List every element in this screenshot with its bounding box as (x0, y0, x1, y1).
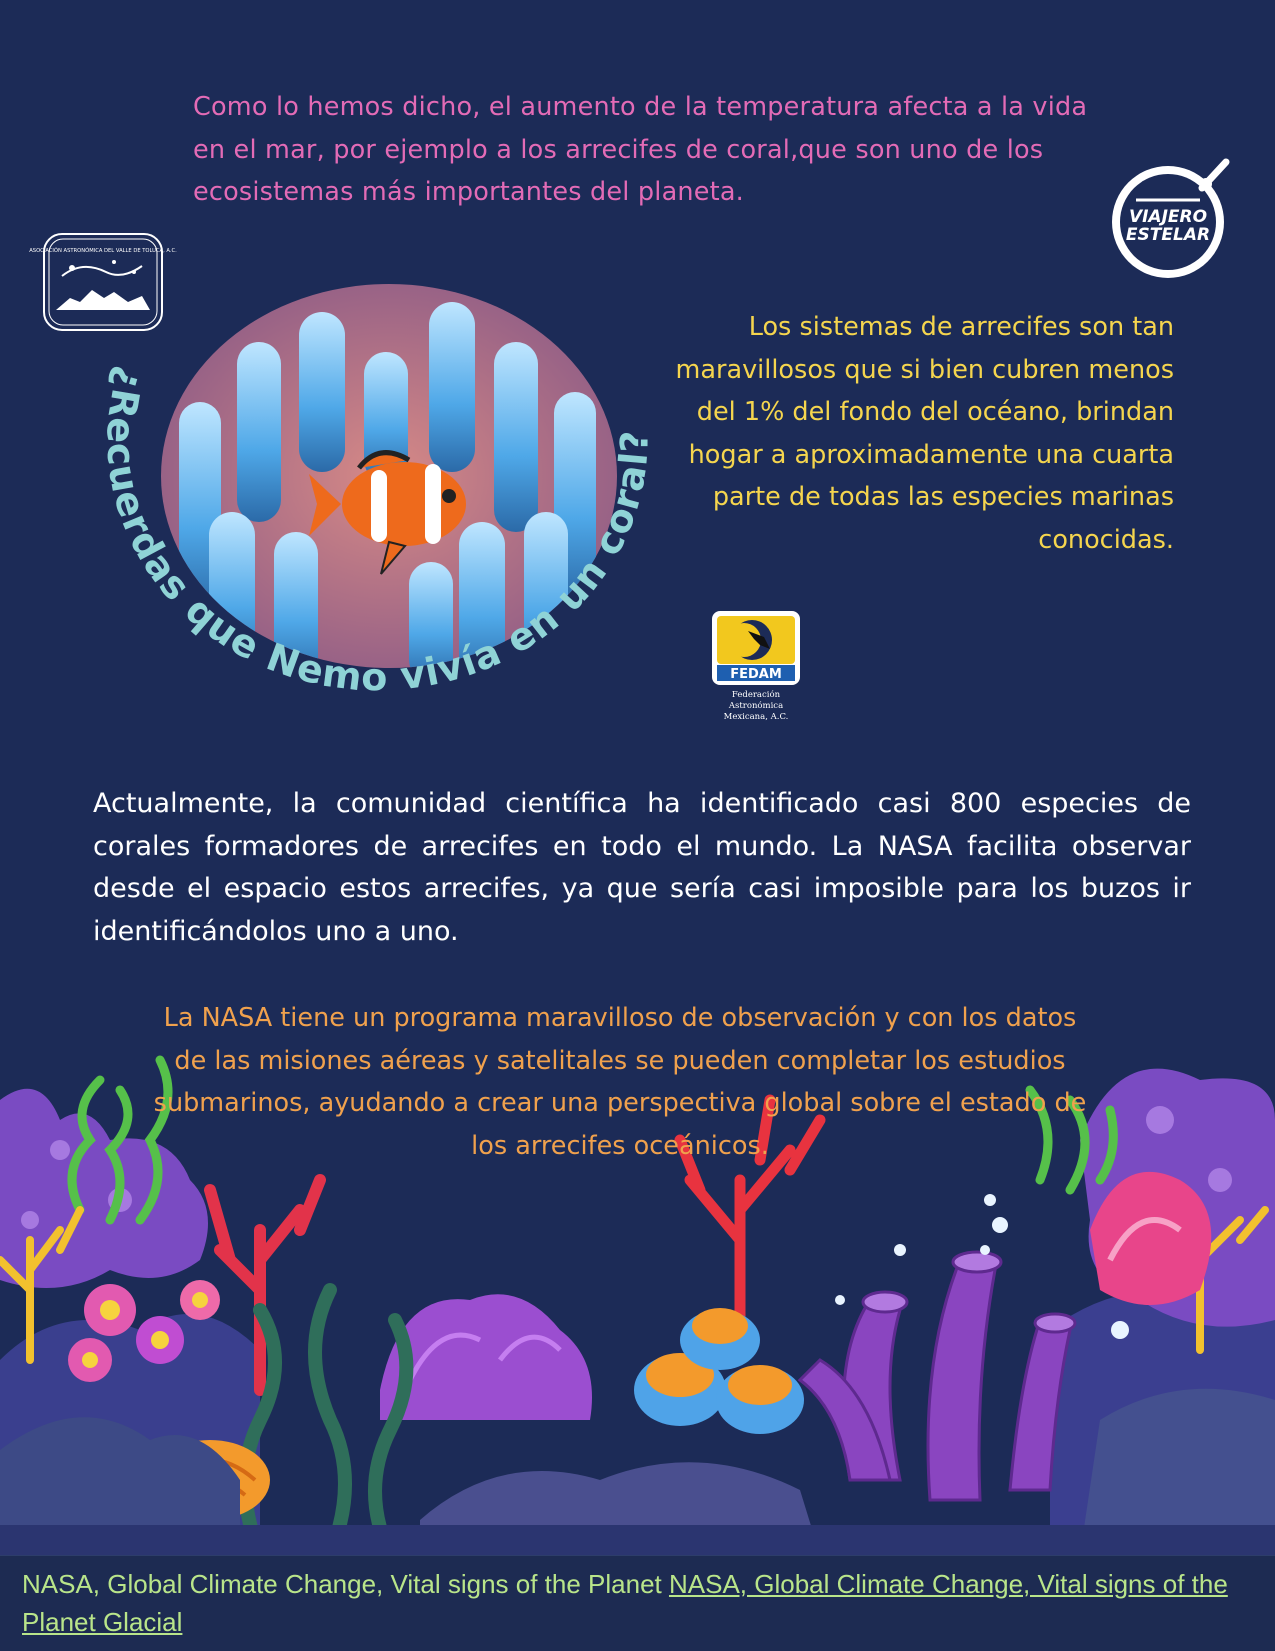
intro-paragraph: Como lo hemos dicho, el aumento de la temperatura afecta a la vida en el mar, por ejemplo a los arrecifes de coral,que son uno de los ecosistemas más importantes del planeta. (193, 92, 1088, 207)
fedam-name: FEDAM (730, 667, 782, 682)
nasa-program-paragraph: La NASA tiene un programa maravilloso de observación y con los datos de las misiones aéreas y satelitales se pueden completar los estudios submarinos, ayudando a crear una perspectiva global sobre el estado de los arrecifes oceánicos. (153, 1003, 1087, 1161)
viajero-line2: ESTELAR (1125, 225, 1211, 245)
footer-citation-plain: NASA, Global Climate Change, Vital signs of the Planet (22, 1569, 669, 1599)
footer-bar (0, 1555, 1275, 1651)
body-paragraph: Actualmente, la comunidad científica ha identificado casi 800 especies de corales formadores de arrecifes en todo el mundo. La NASA facilita observar desde el espacio estos arrecifes, ya que sería casi imposible para los buzos ir identificándolos uno a uno. (93, 788, 1191, 947)
footer-citation (22, 1565, 1258, 1641)
fedam-logo (708, 609, 806, 725)
fedam-line2: Astronómica (728, 701, 784, 711)
fedam-line1: Federación (731, 690, 781, 700)
asociacion-name: ASOCIACIÓN ASTRONÓMICA DEL VALLE DE TOLUCA, A.C. (29, 248, 177, 254)
viajero-estelar-logo (1110, 156, 1236, 282)
footer-citation-link[interactable]: NASA, Global Climate Change, Vital signs of the Planet Glacial (22, 1569, 1228, 1637)
curved-title-text: ¿Recuerdas que Nemo vivía en un coral? (98, 362, 657, 700)
reef-systems-paragraph: Los sistemas de arrecifes son tan maravillosos que si bien cubren menos del 1% del fondo del océano, brindan hogar a aproximadamente una cuarta parte de todas las especies marinas conocidas. (675, 312, 1174, 555)
svg-text:¿Recuerdas que Nemo vivía en u (98, 362, 656, 699)
fedam-line3: Mexicana, A.C. (723, 712, 789, 722)
viajero-line1: VIAJERO (1128, 207, 1208, 227)
